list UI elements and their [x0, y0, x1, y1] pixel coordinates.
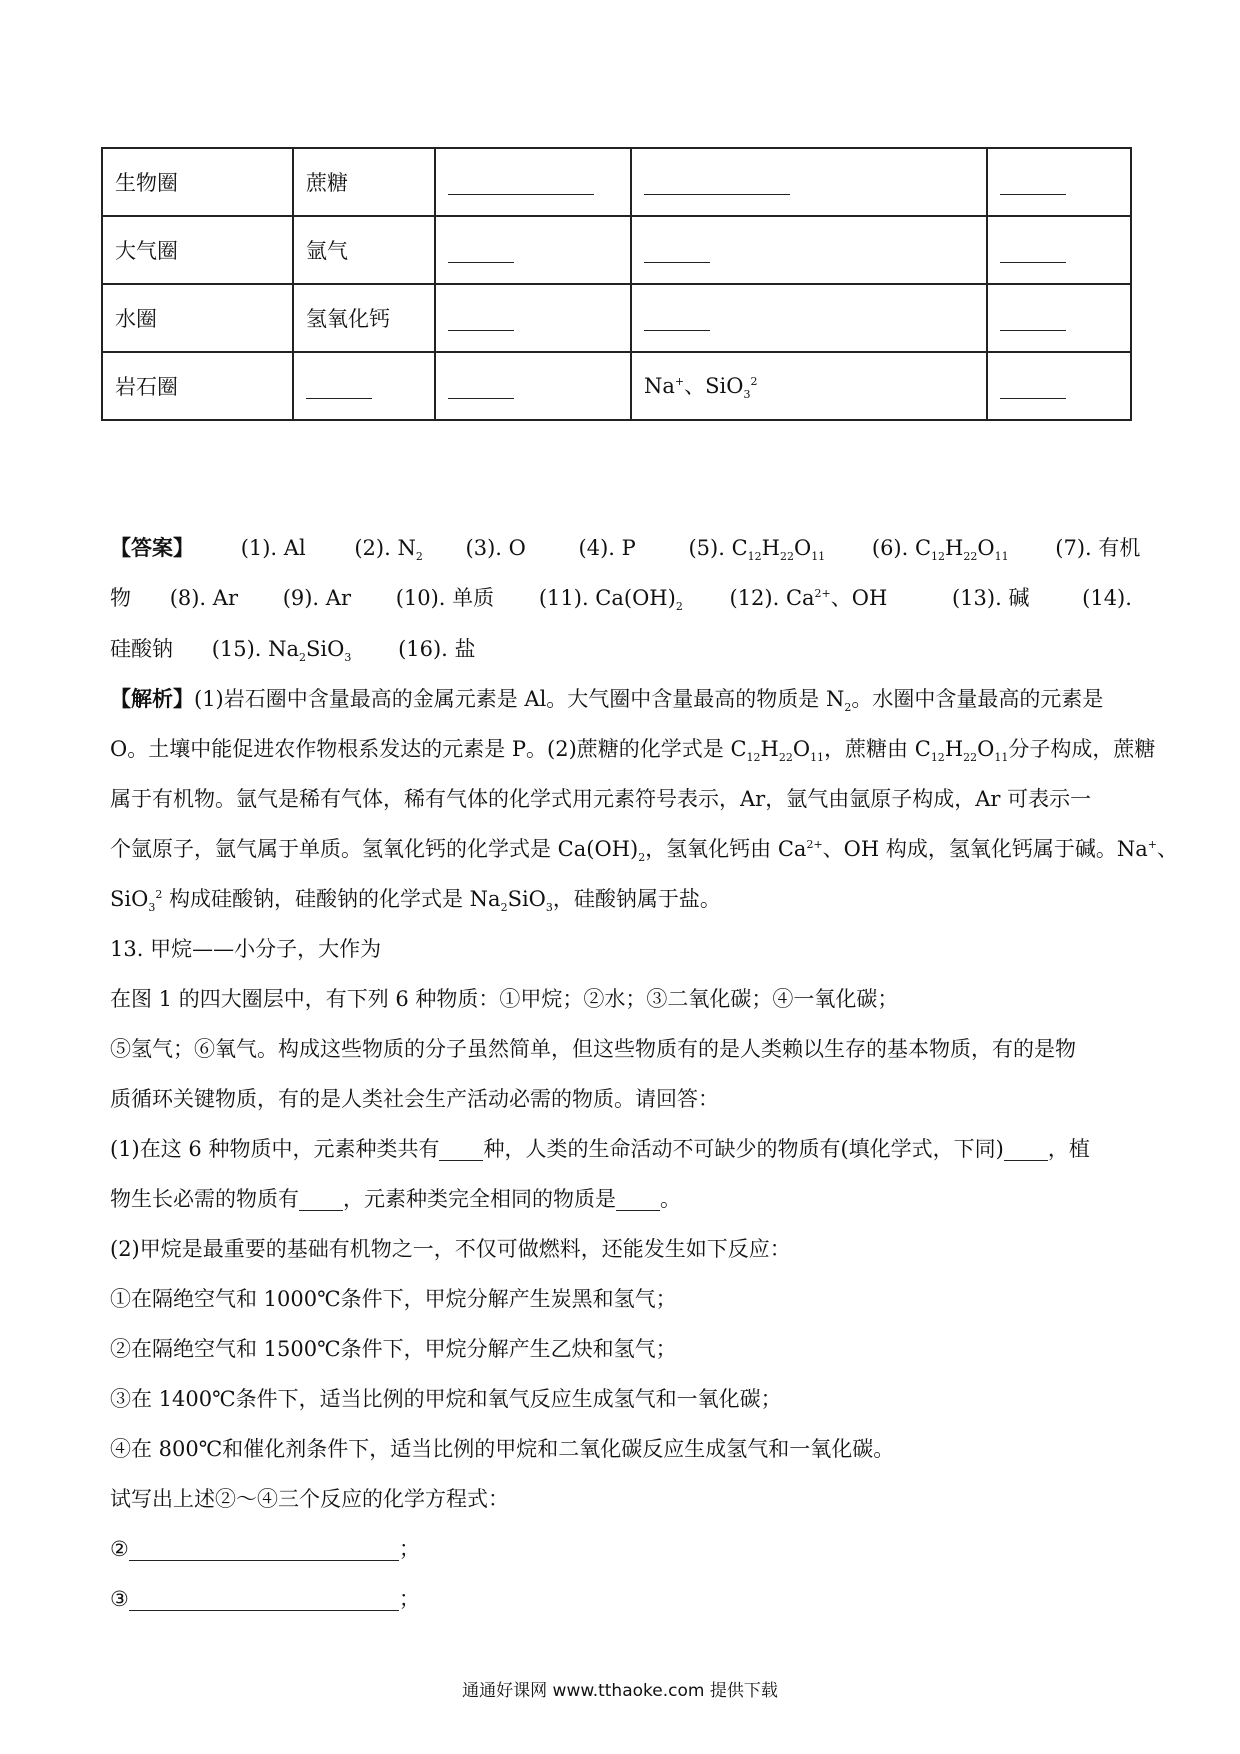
answer-item: (7). 有机: [1055, 536, 1141, 560]
table-row: [102, 216, 1131, 284]
table-cell: [987, 352, 1131, 420]
fill-in-blank[interactable]: [448, 174, 594, 195]
ion-text: 、SiO: [684, 374, 744, 399]
answer-item: (11). Ca(OH): [538, 586, 676, 610]
answer-item: 硅酸钠: [110, 637, 173, 661]
answer-item: (3). O: [465, 536, 526, 560]
formula-part: H: [944, 737, 964, 761]
question-text: [110, 1133, 1090, 1163]
question-text: (1)在这 6 种物质中，元素种类共有: [110, 1137, 440, 1161]
fill-in-blank[interactable]: [1000, 242, 1066, 263]
fill-in-blank[interactable]: [1004, 1140, 1048, 1161]
fill-in-blank[interactable]: [448, 242, 514, 263]
question-text: 。: [660, 1187, 681, 1211]
analysis-text: SiO: [507, 887, 546, 911]
punctuation: ；: [398, 1537, 420, 1561]
formula-part: H: [945, 536, 964, 560]
fill-in-blank[interactable]: [616, 1190, 660, 1211]
page-footer: 通通好课网 www.tthaoke.com 提供下载: [462, 1681, 778, 1701]
subscript: 11: [811, 550, 826, 564]
subscript: 22: [778, 751, 793, 765]
equation-number: ③: [110, 1587, 129, 1611]
answer-item: 物: [110, 586, 131, 610]
table-cell: [435, 352, 631, 420]
formula-part: O: [793, 536, 812, 560]
subscript: 3: [545, 901, 553, 915]
subscript: 2: [675, 600, 683, 614]
subscript: 12: [931, 550, 946, 564]
table-cell: [631, 352, 987, 420]
fill-in-blank[interactable]: [448, 310, 514, 331]
table-cell: [631, 148, 987, 216]
fill-in-blank[interactable]: [448, 378, 514, 399]
table-cell: [987, 216, 1131, 284]
analysis-text: SiO: [110, 887, 149, 911]
answer-label: 【答案】: [110, 535, 194, 560]
fill-in-blank[interactable]: [644, 242, 710, 263]
analysis-text: ，蔗糖由 C: [824, 737, 931, 761]
ion-subscript: 3: [743, 388, 751, 402]
subscript: 11: [994, 550, 1009, 564]
subscript: 22: [779, 550, 794, 564]
analysis-line: [110, 733, 1155, 764]
analysis-text: 属于有机物。氩气是稀有气体，稀有气体的化学式用元素符号表示，Ar，氩气由氩原子构成，Ar 可表示一: [110, 787, 1092, 811]
punctuation: ；: [398, 1587, 420, 1611]
formula-part: O: [977, 737, 995, 761]
answer-item: (1). Al: [240, 536, 306, 560]
analysis-text: 个氩原子，氩气属于单质。氢氧化钙的化学式是 Ca(OH): [110, 837, 639, 861]
fill-in-blank[interactable]: [1000, 310, 1066, 331]
answer-blank[interactable]: [129, 1590, 399, 1611]
subscript: 22: [963, 751, 978, 765]
question-text: ⑤氢气；⑥氧气。构成这些物质的分子虽然简单，但这些物质有的是人类赖以生存的基本物质，有的是物: [110, 1037, 1076, 1061]
ion-charge: 2: [750, 375, 758, 389]
analysis-text: ，硅酸钠属于盐。: [552, 887, 721, 911]
question-title: 13. 甲烷——小分子，大作为: [110, 937, 382, 961]
fill-in-blank[interactable]: [1000, 174, 1066, 195]
subscript: 2: [500, 901, 508, 915]
answer-line-2: [110, 582, 1132, 613]
question-text: 质循环关键物质，有的是人类社会生产活动必需的物质。请回答：: [110, 1087, 719, 1111]
question-text: ，元素种类完全相同的物质是: [343, 1187, 616, 1211]
answer-item: (15). Na: [211, 637, 300, 661]
table-cell: 氢氧化钙: [293, 284, 435, 352]
analysis-label: 【解析】: [110, 686, 194, 711]
subscript: 11: [994, 751, 1009, 765]
subscript: 12: [747, 550, 762, 564]
table-cell: [987, 148, 1131, 216]
table-cell: 水圈: [102, 284, 293, 352]
subscript: 22: [963, 550, 978, 564]
superscript: 2+: [814, 587, 831, 600]
analysis-text: 构成硅酸钠，硅酸钠的化学式是 Na: [162, 887, 501, 911]
table-cell: [435, 148, 631, 216]
answer-item: (10). 单质: [395, 586, 495, 610]
subscript: 2: [844, 701, 852, 715]
ion-text: Na: [644, 374, 675, 399]
table-cell: [987, 284, 1131, 352]
fill-in-blank[interactable]: [306, 378, 372, 399]
question-text: 在图 1 的四大圈层中，有下列 6 种物质：①甲烷；②水；③二氧化碳；④一氧化碳；: [110, 987, 899, 1011]
fill-in-blank[interactable]: [644, 310, 710, 331]
formula-part: H: [761, 536, 780, 560]
question-text: ②在隔绝空气和 1500℃条件下，甲烷分解产生乙炔和氢气；: [110, 1337, 677, 1361]
formula-part: H: [760, 737, 779, 761]
fill-in-blank[interactable]: [644, 174, 790, 195]
analysis-text: 、OH 构成，氢氧化钙属于碱。Na: [822, 837, 1148, 861]
question-text: [110, 1183, 681, 1213]
superscript: 2+: [806, 838, 823, 851]
answer-item: (8). Ar: [169, 586, 238, 610]
table-row: [102, 352, 1131, 420]
table-cell: 氩气: [293, 216, 435, 284]
subscript: 2: [638, 851, 646, 865]
table-cell: [293, 352, 435, 420]
ion-charge: +: [674, 375, 685, 389]
analysis-text: (1)岩石圈中含量最高的金属元素是 Al。大气圈中含量最高的物质是 N: [194, 687, 845, 711]
question-text: ④在 800℃和催化剂条件下，适当比例的甲烷和二氧化碳反应生成氢气和一氧化碳。: [110, 1437, 895, 1461]
fill-in-blank[interactable]: [299, 1190, 343, 1211]
formula-part: O: [792, 737, 811, 761]
question-text: 种，人类的生命活动不可缺少的物质有(填化学式，下同): [483, 1137, 1004, 1161]
table-row: [102, 148, 1131, 216]
table-cell: 大气圈: [102, 216, 293, 284]
table-cell: [435, 284, 631, 352]
analysis-text: 。水圈中含量最高的元素是: [851, 687, 1104, 711]
subscript: 3: [344, 651, 352, 665]
analysis-line: [110, 683, 1103, 714]
question-text: ①在隔绝空气和 1000℃条件下，甲烷分解产生炭黑和氢气；: [110, 1287, 677, 1311]
answer-item: (16). 盐: [398, 637, 476, 661]
question-text: 物生长必需的物质有: [110, 1187, 299, 1211]
subscript: 2: [415, 550, 423, 564]
answer-item: (12). Ca: [729, 586, 815, 610]
answer-item: (4). P: [578, 536, 636, 560]
table-cell: [631, 216, 987, 284]
table-cell: [435, 216, 631, 284]
analysis-text: 、: [1157, 837, 1178, 861]
analysis-line: [110, 883, 721, 914]
answer-item: SiO: [306, 637, 345, 661]
analysis-text: ，氢氧化钙由 Ca: [645, 837, 807, 861]
answer-item: (5). C: [688, 536, 748, 560]
analysis-text: O。土壤中能促进农作物根系发达的元素是 P。(2)蔗糖的化学式是 C: [110, 737, 747, 761]
subscript: 3: [148, 901, 156, 915]
subscript: 12: [746, 751, 761, 765]
question-text: 试写出上述②～④三个反应的化学方程式：: [110, 1487, 509, 1511]
fill-in-blank[interactable]: [439, 1140, 483, 1161]
subscript: 11: [810, 751, 825, 765]
equation-number: ②: [110, 1537, 129, 1561]
superscript: 2: [155, 888, 163, 901]
subscript: 2: [299, 651, 307, 665]
answer-line-3: [110, 633, 476, 664]
table-cell: [631, 284, 987, 352]
table-row: [102, 284, 1131, 352]
table-cell: 蔗糖: [293, 148, 435, 216]
answer-item: (2). N: [354, 536, 416, 560]
equation-line: [110, 1583, 420, 1613]
analysis-line: [110, 783, 1091, 813]
analysis-text: 分子构成，蔗糖: [1008, 737, 1156, 761]
answer-item: (14).: [1082, 586, 1132, 610]
answer-item: (6). C: [871, 536, 932, 560]
sphere-substance-table: [101, 147, 1132, 421]
table-cell: 岩石圈: [102, 352, 293, 420]
equation-line: [110, 1533, 420, 1563]
analysis-line: [110, 833, 1178, 864]
formula-part: O: [977, 536, 995, 560]
question-text: ③在 1400℃条件下，适当比例的甲烷和氧气反应生成氢气和一氧化碳；: [110, 1387, 782, 1411]
answer-blank[interactable]: [129, 1540, 399, 1561]
subscript: 12: [930, 751, 945, 765]
answer-item: 、OH: [830, 586, 888, 610]
fill-in-blank[interactable]: [1000, 378, 1066, 399]
table-cell: 生物圈: [102, 148, 293, 216]
answer-item: (9). Ar: [282, 586, 351, 610]
superscript: +: [1147, 838, 1157, 851]
question-text: ，植: [1047, 1137, 1090, 1161]
answer-line-1: [110, 532, 1140, 563]
answer-item: (13). 碱: [951, 586, 1030, 610]
question-text: (2)甲烷是最重要的基础有机物之一，不仅可做燃料，还能发生如下反应：: [110, 1237, 791, 1261]
